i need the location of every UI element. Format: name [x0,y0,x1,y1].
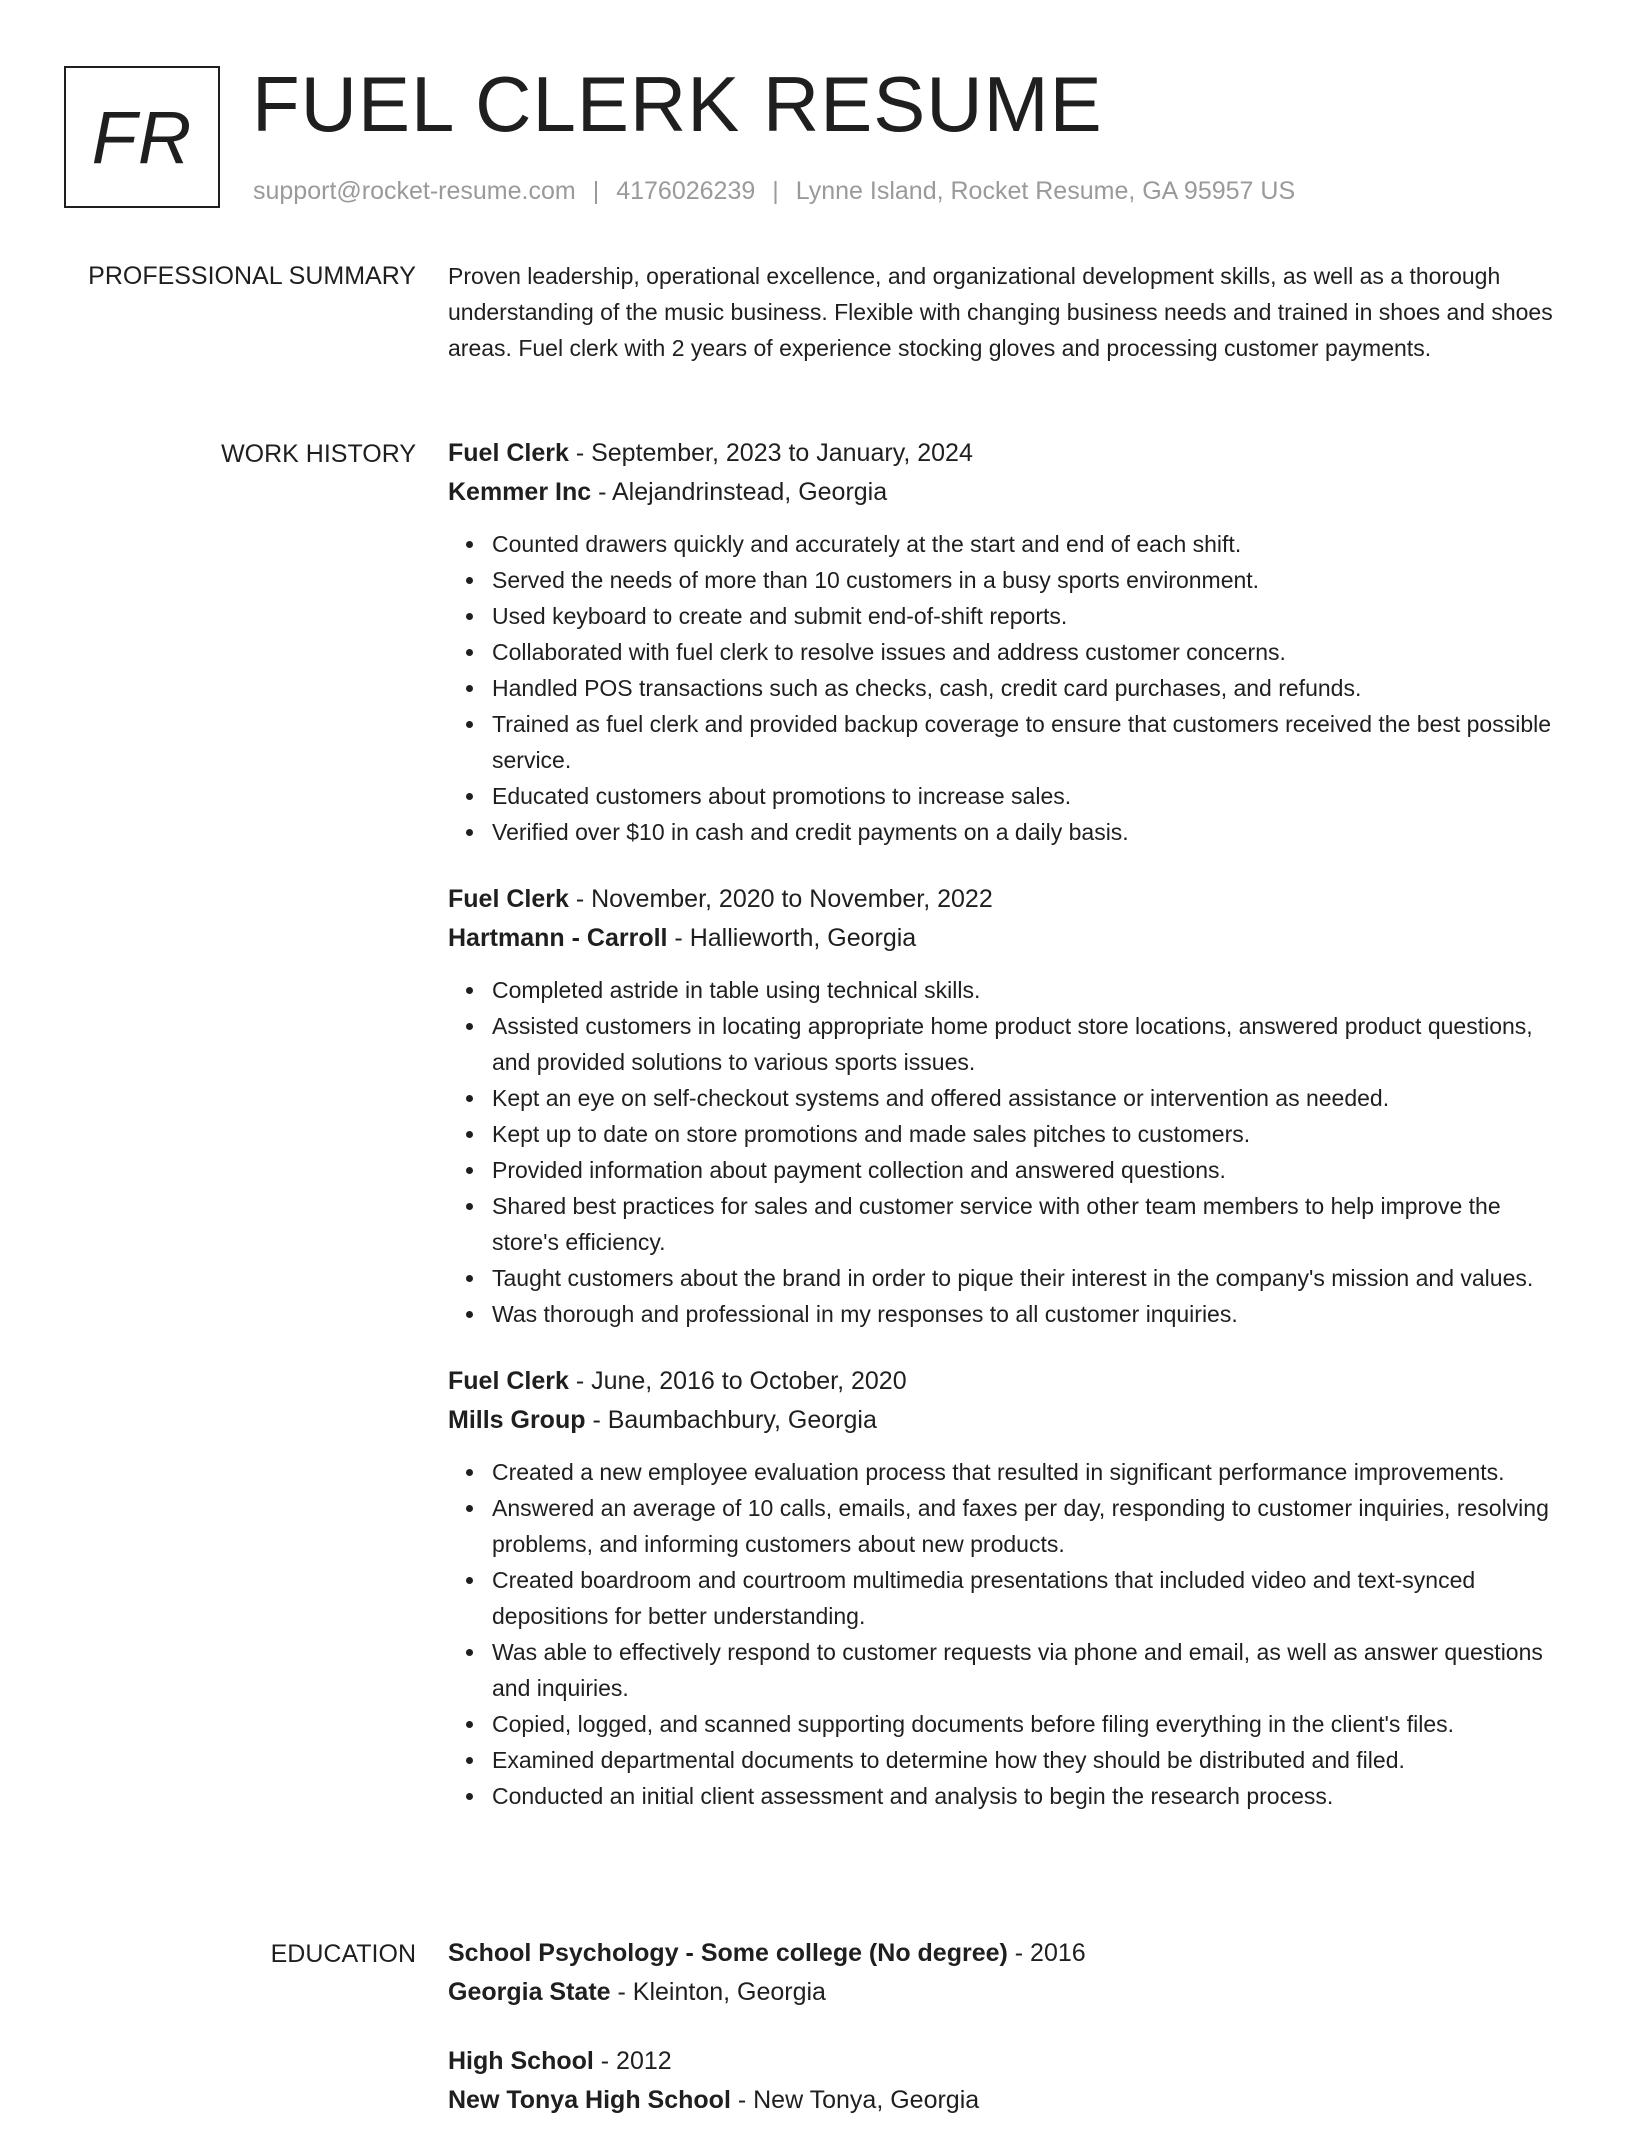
job-company: Kemmer Inc [448,478,592,506]
job-dates: - November, 2020 to November, 2022 [568,885,993,913]
job-bullet-list [448,972,1568,1332]
education-year: - 2016 [1007,1939,1086,1967]
list-item: Copied, logged, and scanned supporting documents before filing everything in the client's files. [448,1706,1568,1742]
education-school: New Tonya High School [448,2086,731,2114]
list-item: Was able to effectively respond to customer requests via phone and email, as well as answer questions and inquiries. [448,1634,1568,1706]
contact-address: Lynne Island, Rocket Resume, GA 95957 US [795,177,1296,205]
list-item: Educated customers about promotions to increase sales. [448,778,1568,814]
job-dates: - September, 2023 to January, 2024 [568,439,973,467]
job-title: Fuel Clerk [448,885,569,913]
education-school-line [448,2081,1568,2120]
list-item: Was thorough and professional in my responses to all customer inquiries. [448,1296,1568,1332]
list-item: Created boardroom and courtroom multimedia presentations that included video and text-synced depositions for better understanding. [448,1562,1568,1634]
list-item: Created a new employee evaluation process that resulted in significant performance improvements. [448,1454,1568,1490]
work-history-heading: WORK HISTORY [221,440,416,468]
list-item: Examined departmental documents to determine how they should be distributed and filed. [448,1742,1568,1778]
job-location: - Baumbachbury, Georgia [585,1406,877,1434]
contact-separator: | [772,177,779,205]
education-school: Georgia State [448,1978,611,2006]
monogram-badge [64,66,220,208]
list-item: Trained as fuel clerk and provided backup coverage to ensure that customers received the best possible service. [448,706,1568,778]
job-bullet-list [448,526,1568,850]
education-school-line [448,1973,1568,2012]
contact-separator: | [592,177,600,205]
summary-heading: PROFESSIONAL SUMMARY [88,262,416,290]
job-company-line [448,919,1568,958]
list-item: Kept an eye on self-checkout systems and offered assistance or intervention as needed. [448,1080,1568,1116]
education-entry [448,1934,1568,2012]
job-title-line [448,1362,1568,1401]
list-item: Verified over $10 in cash and credit payments on a daily basis. [448,814,1568,850]
education-year: - 2012 [593,2047,672,2075]
list-item: Provided information about payment collection and answered questions. [448,1152,1568,1188]
job-entry [448,1362,1568,1814]
education-degree: High School [448,2047,594,2075]
contact-email[interactable]: support@rocket-resume.com [253,177,576,205]
job-company: Mills Group [448,1406,586,1434]
job-title-line [448,880,1568,919]
job-title-line [448,434,1568,473]
list-item: Used keyboard to create and submit end-of-shift reports. [448,598,1568,634]
list-item: Counted drawers quickly and accurately at the start and end of each shift. [448,526,1568,562]
education-entry [448,2042,1568,2120]
list-item: Taught customers about the brand in order to pique their interest in the company's mission and values. [448,1260,1568,1296]
list-item: Assisted customers in locating appropriate home product store locations, answered product questions, and provided solutions to various sports issues. [448,1008,1568,1080]
list-item: Kept up to date on store promotions and made sales pitches to customers. [448,1116,1568,1152]
education-location: - Kleinton, Georgia [610,1978,826,2006]
contact-line [253,174,1295,208]
list-item: Answered an average of 10 calls, emails, and faxes per day, responding to customer inquiries, resolving problems, and informing customers about new products. [448,1490,1568,1562]
contact-phone[interactable]: 4176026239 [616,177,756,205]
job-company-line [448,1401,1568,1440]
job-title: Fuel Clerk [448,439,569,467]
education-degree-line [448,2042,1568,2081]
education-location: - New Tonya, Georgia [730,2086,980,2114]
list-item: Served the needs of more than 10 customers in a busy sports environment. [448,562,1568,598]
education-heading: EDUCATION [270,1940,416,1968]
job-title: Fuel Clerk [448,1367,569,1395]
list-item: Shared best practices for sales and customer service with other team members to help improve the store's efficiency. [448,1188,1568,1260]
summary-text: Proven leadership, operational excellence, and organizational development skills, as well as a thorough understanding of the music business. Flexible with changing business needs and trained in shoes and shoes areas. Fuel clerk with 2 years of experience stocking gloves and processing customer payments. [448,263,1553,361]
education-degree-line [448,1934,1568,1973]
job-bullet-list [448,1454,1568,1814]
job-company: Hartmann - Carroll [448,924,668,952]
list-item: Handled POS transactions such as checks, cash, credit card purchases, and refunds. [448,670,1568,706]
list-item: Completed astride in table using technical skills. [448,972,1568,1008]
job-company-line [448,473,1568,512]
job-entry [448,880,1568,1332]
job-dates: - June, 2016 to October, 2020 [568,1367,907,1395]
list-item: Collaborated with fuel clerk to resolve issues and address customer concerns. [448,634,1568,670]
list-item: Conducted an initial client assessment and analysis to begin the research process. [448,1778,1568,1814]
resume-title: FUEL CLERK RESUME [252,60,1103,148]
monogram-initials: FR [91,95,193,179]
job-location: - Alejandrinstead, Georgia [591,478,888,506]
job-entry [448,434,1568,850]
job-location: - Hallieworth, Georgia [667,924,917,952]
education-degree: School Psychology - Some college (No degree) [448,1939,1008,1967]
